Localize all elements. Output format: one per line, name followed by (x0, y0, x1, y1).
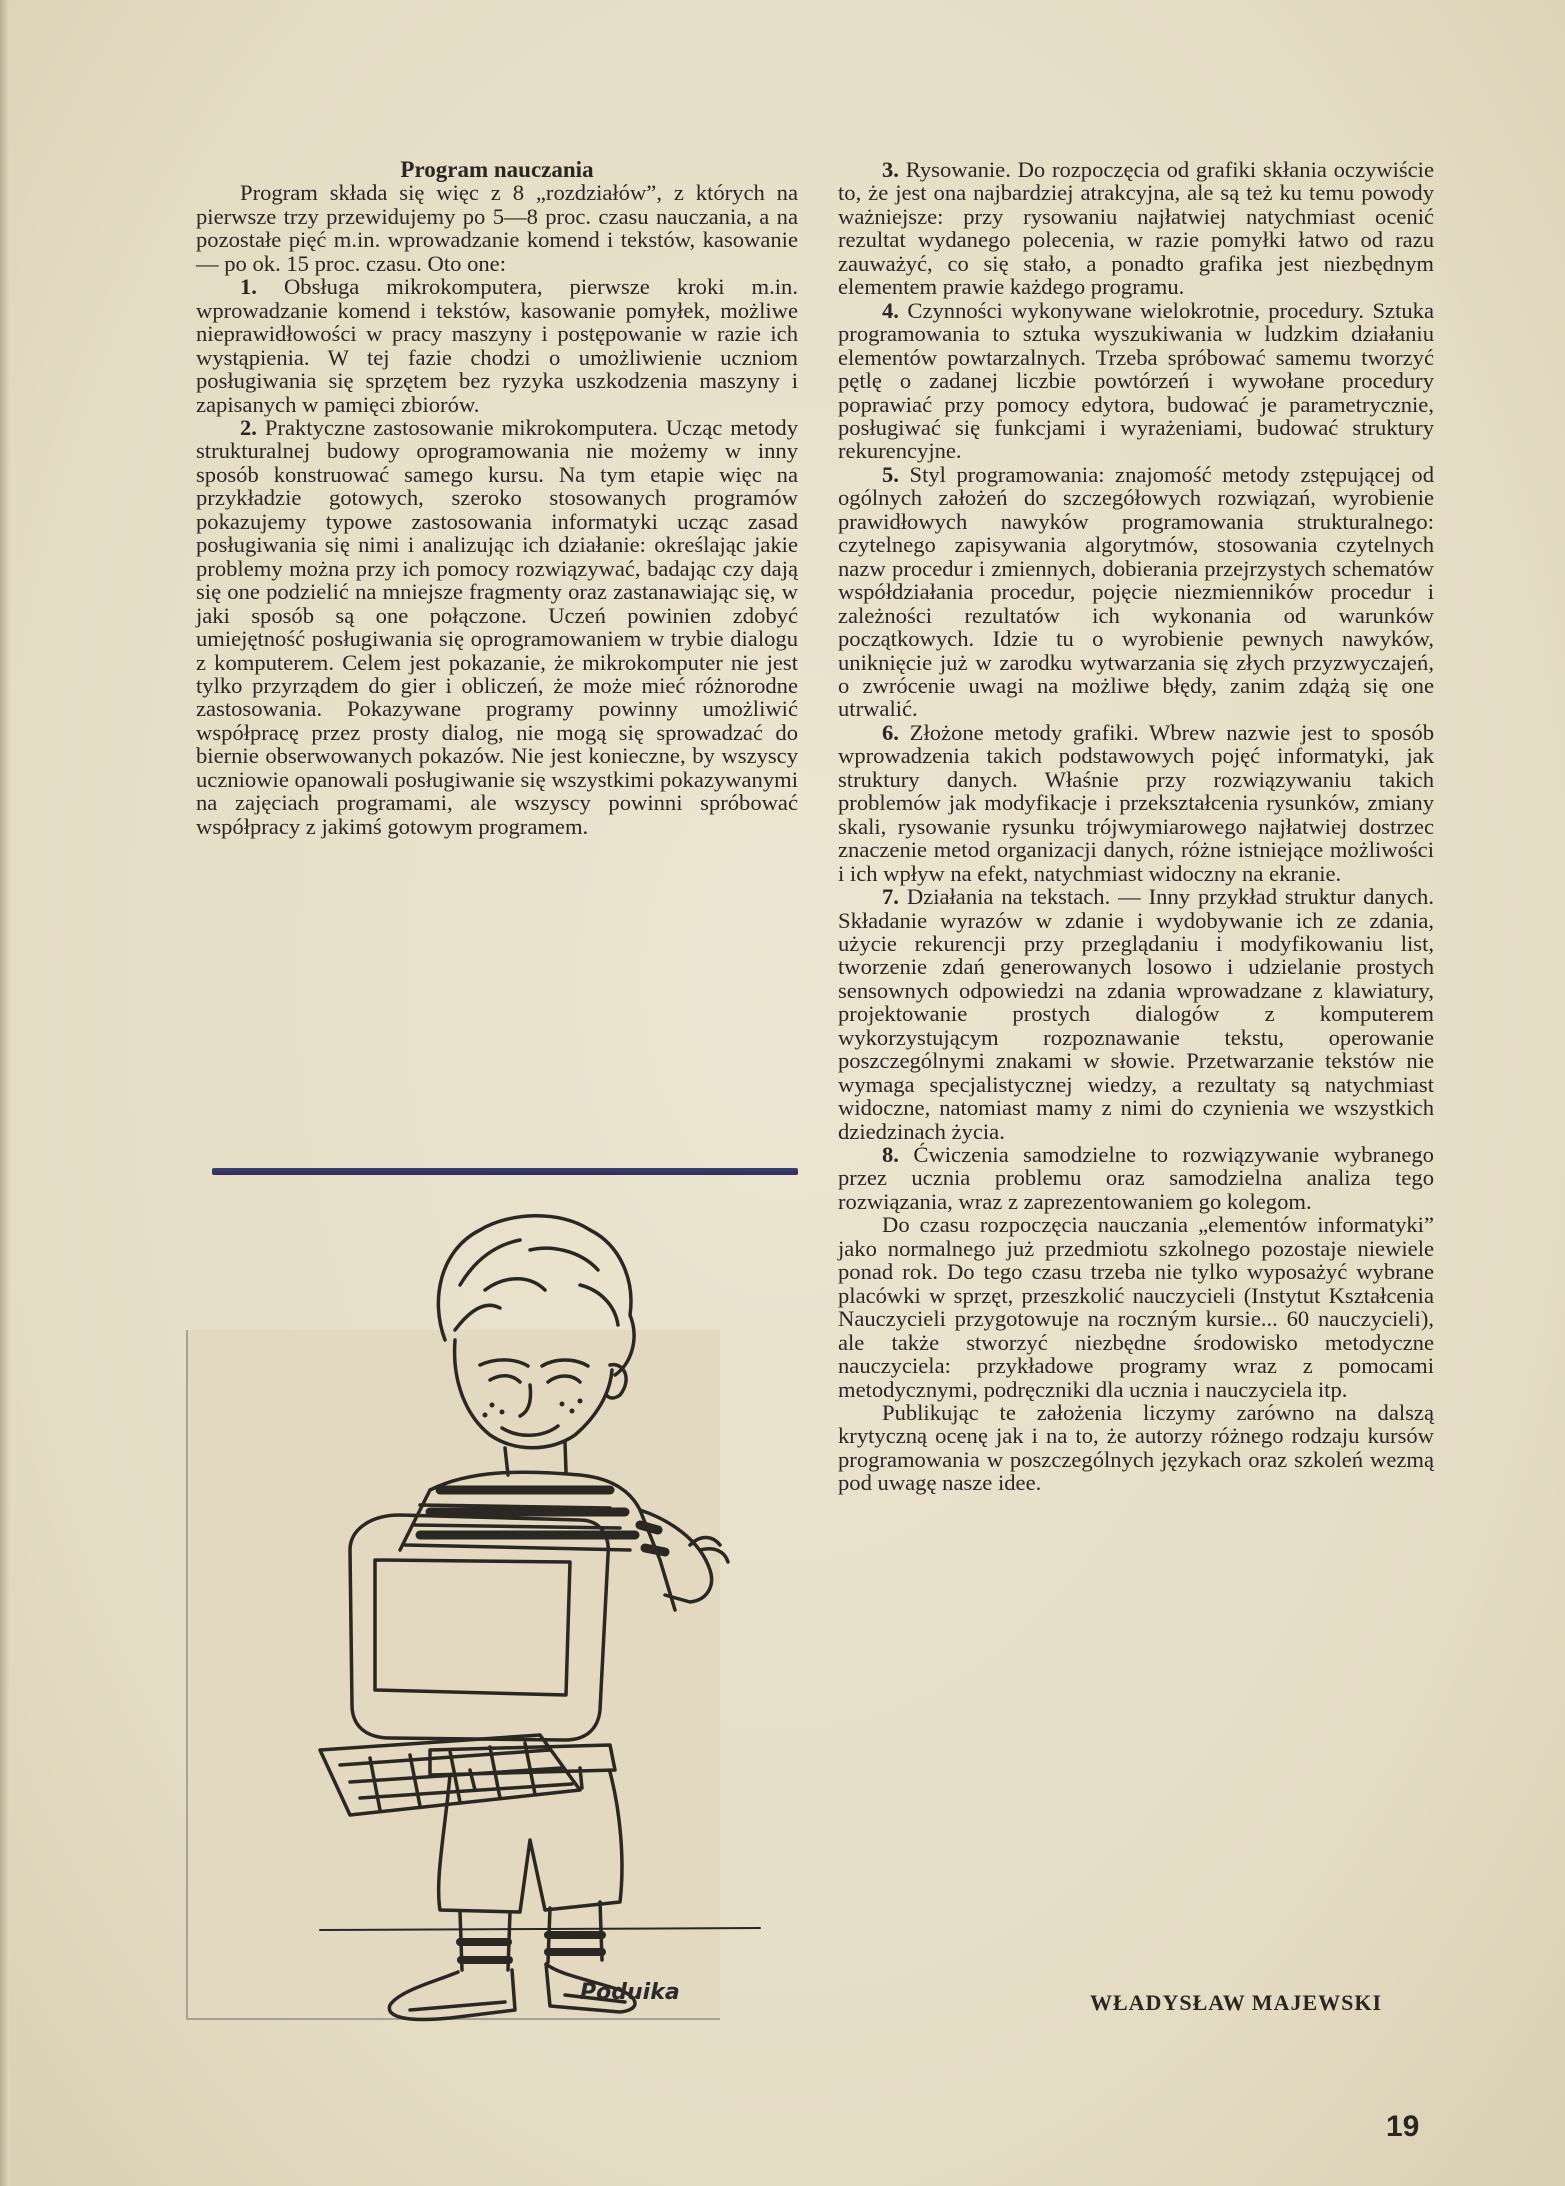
item-number: 8. (882, 1142, 899, 1168)
item-text: — Inny przykład struktur danych. Składanie wyrazów w zdanie i wydobywanie ich ze zdania, użycie rekurencji przy przeglądaniu i modyfikowaniu list, tworzenie zdań generowanych losowo i udzielanie prostych sensownych odpowiedzi na zdania wprowadzane z klawiatury, projektowanie prostych dialogów z komputerem wykorzystującym rozpoznawanie tekstu, operowanie poszczególnymi znakami w słowie. Przetwarzanie tekstów nie wymaga specjalistycznej wiedzy, a rezultaty są natychmiast widoczne, natomiast mamy z nimi do czynienia we wszystkich dziedzinach życia. (838, 884, 1434, 1144)
item-heading: Złożone metody grafiki. (909, 719, 1139, 745)
item-heading: Działania na tekstach. (906, 884, 1111, 910)
sock-stripes-drawing (460, 1935, 602, 1960)
item-heading: Czynności wykonywane wielokrotnie, procedury. (907, 297, 1365, 323)
item-7 (838, 885, 1434, 1143)
shirt-stripes-drawing (420, 1490, 665, 1552)
closing-paragraph (838, 1213, 1434, 1401)
left-column (196, 158, 798, 838)
paragraph-text: Do czasu rozpoczęcia nauczania „elementów informatyki” jako normalnego już przedmiotu szkolnego pozostaje niewiele ponad rok. Do tego czasu trzeba nie tylko wyposażyć wybrane placówki w sprzęt, przeszkolić nauczycieli (Instytut Kształcenia Nauczycieli przygotowuje na roczným kursie... 60 nauczycieli), ale także stworzyć niezbędne środowisko metodyczne nauczyciela: przykładowe programy wraz z pomocami metodycznymi, podręczniki dla ucznia i nauczyciela itp. (838, 1212, 1434, 1402)
item-text: Do rozpoczęcia od grafiki skłania oczywiście to, że jest ona najbardziej atrakcyjna, ale są też ku temu powody ważniejsze: przy rysowaniu najłatwiej natychmiast ocenić rezultat wydanego polecenia, w razie pomyłki łatwo od razu zauważyć, co się stało, a ponadto grafika jest niezbędnym elementem prawie każdego programu. (838, 157, 1434, 300)
item-heading: Obsługa mikrokomputera, (283, 274, 543, 300)
striped-shirt-drawing (400, 1442, 660, 1560)
item-text: pierwsze kroki m.in. wprowadzanie komend i tekstów, kasowanie pomyłek, możliwe nieprawidłowości w pracy maszyny i postępowanie w razie ich wystąpienia. W tej fazie chodzi o umożliwienie uczniom posługiwania się sprzętem bez ryzyka uszkodzenia maszyny i zapisanych w pamięci zbiorów. (196, 274, 798, 417)
item-2 (196, 416, 798, 838)
artist-signature: Poduika (580, 1980, 680, 2005)
item-text: Sztuka programowania to sztuka wyszukiwania w ludzkim działaniu elementów powtarzalnych. Trzeba spróbować samemu tworzyć pętlę o zadanej liczbie powtórzeń i wywołane procedury poprawiać przy pomocy edytora, budować je parametrycznie, posługiwać się funkcjami i wyrażeniami, budować struktury rekurencyjne. (838, 297, 1434, 464)
item-number: 2. (240, 414, 257, 440)
item-number: 3. (882, 157, 899, 182)
freckles-drawing (483, 1399, 583, 1418)
ground-line-drawing (320, 1928, 760, 1930)
item-heading: Praktyczne zastosowanie mikrokomputera. (264, 414, 658, 440)
item-5 (838, 463, 1434, 721)
hair-drawing (438, 1216, 634, 1375)
face-drawing (455, 1340, 627, 1448)
item-number: 5. (882, 461, 899, 487)
intro-paragraph (196, 181, 798, 275)
item-heading: Styl programowania: (909, 461, 1105, 487)
item-number: 4. (882, 297, 899, 323)
item-4 (838, 299, 1434, 463)
item-8 (838, 1143, 1434, 1213)
item-number: 1. (240, 274, 257, 300)
item-6 (838, 721, 1434, 885)
item-text: Wbrew nazwie jest to sposób wprowadzenia takich podstawowych pojęć informatyki, jak struktury danych. Właśnie przy rozwiązywaniu takich problemów jak modyfikacje i przekształcenia rysunków, zmiany skali, rysowanie rysunku trójwymiarowego najłatwiej dostrzec znaczenie metod organizacji danych, różne istniejące możliwości i ich wpływ na efekt, natychmiast widoczny na ekranie. (838, 719, 1435, 886)
item-number: 6. (882, 719, 899, 745)
section-divider (212, 1168, 798, 1175)
page-spine (0, 0, 10, 2186)
item-3 (838, 158, 1434, 299)
item-text: Ucząc metody strukturalnej budowy oprogramowania nie możemy w inny sposób konstruować samego kursu. Na tym etapie więc na przykładzie gotowych, szeroko stosowanych programów pokazujemy typowe zastosowania informatyki ucząc zasad posługiwania się nimi i analizując ich działanie: określając jakie problemy można przy ich pomocy rozwiązywać, badając czy dają się one podzielić na mniejsze fragmenty oraz zastanawiając się, w jaki sposób są one połączone. Uczeń powinien zdobyć umiejętność posługiwania się oprogramowaniem w trybie dialogu z komputerem. Celem jest pokazanie, że mikrokomputer nie jest tylko przyrządem do gier i obliczeń, że może mieć różnorodne zastosowania. Pokazywane programy powinny umożliwić współpracę przez prosty dialog, nie mogą się sprowadzać do biernie obserwowanych pokazów. Nie jest konieczne, by wszyscy uczniowie opanowali posługiwanie się wszystkimi pokazywanymi na zajęciach programami, ale wszyscy powinni spróbować współpracy z jakimś gotowym programem. (196, 414, 798, 839)
item-text: to rozwiązywanie wybranego przez ucznia problemu oraz samodzielna analiza tego rozwiązania, wraz z zaprezentowaniem go kolegom. (838, 1142, 1434, 1214)
paragraph-text: Publikując te założenia liczymy zarówno na dalszą krytyczną ocenę jak i na to, że autorzy różnego rodzaju kursów programowania w poszczególnych językach oraz szkoleń wezmą pod uwagę nasze idee. (838, 1400, 1434, 1496)
boy-with-computer-illustration (280, 1190, 780, 2030)
item-heading: Rysowanie. (905, 157, 1011, 182)
paragraph-text: Program składa się więc z 8 „rozdziałów”, z których na pierwsze trzy przewidujemy po 5—8 proc. czasu nauczania, a na pozostałe pięć m.in. wprowadzanie komend i tekstów, kasowanie — po ok. 15 proc. czasu. Oto one: (196, 180, 798, 276)
closing-paragraph (838, 1401, 1434, 1495)
article-title: Program nauczania (400, 157, 594, 182)
author-name: WŁADYSŁAW MAJEWSKI (1090, 1990, 1383, 2015)
right-column (838, 158, 1434, 1495)
item-1 (196, 275, 798, 416)
item-heading: Ćwiczenia samodzielne (913, 1142, 1137, 1168)
item-number: 7. (882, 884, 899, 910)
page-number: 19 (1386, 2110, 1420, 2143)
item-text: znajomość metody zstępującej od ogólnych założeń do szczegółowych rozwiązań, wyrobienie prawidłowych nawyków programowania strukturalnego: czytelnego zapisywania algorytmów, stosowania czytelnych nazw procedur i zmiennych, dobierania przejrzystych schematów współdziałania procedur, pojęcie niezmienników procedur i zależności rezultatów ich wykonania od warunków początkowych. Idzie tu o wyrobienie pewnych nawyków, uniknięcie już w zarodku wytwarzania się złych przyzwyczajeń, o zwrócenie uwagi na możliwe błędy, zanim zdążą się one utrwalić. (838, 461, 1434, 722)
